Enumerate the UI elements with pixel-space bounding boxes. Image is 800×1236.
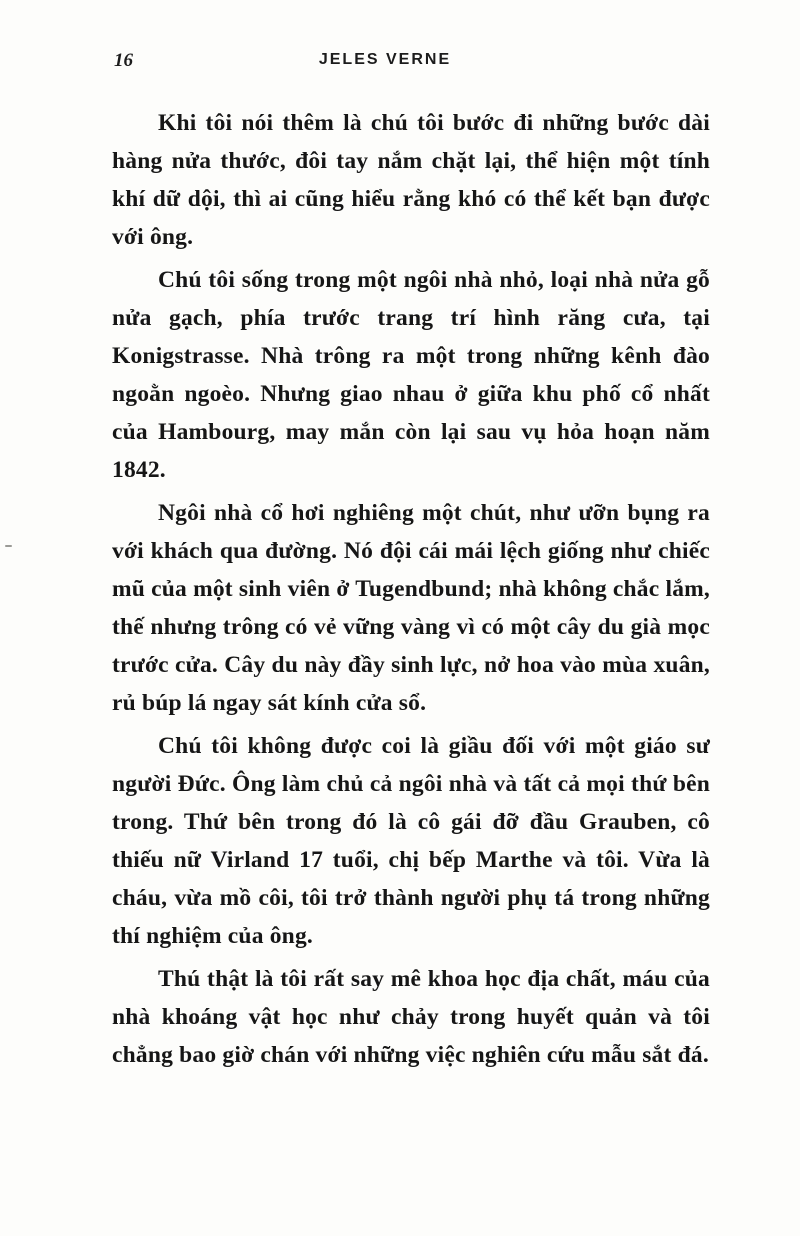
running-title: JELES VERNE bbox=[318, 51, 452, 68]
scan-artifact-mark bbox=[5, 545, 12, 547]
page-header bbox=[0, 50, 800, 80]
paragraph: Ngôi nhà cổ hơi nghiêng một chút, như ưỡn bụng ra với khách qua đường. Nó đội cái mái lệch giống như chiếc mũ của một sinh viên ở Tugendbund; nhà không chắc lắm, thế nhưng trông có vẻ vững vàng vì có một cây du già mọc trước cửa. Cây du này đầy sinh lực, nở hoa vào mùa xuân, rủ búp lá ngay sát kính cửa sổ. bbox=[112, 500, 710, 716]
paragraph: Thú thật là tôi rất say mê khoa học địa chất, máu của nhà khoáng vật học như chảy trong huyết quản và tôi chẳng bao giờ chán với những việc nghiên cứu mẫu sắt đá. bbox=[112, 966, 710, 1068]
page-number: 16 bbox=[114, 50, 133, 71]
paragraph: Chú tôi không được coi là giầu đối với một giáo sư người Đức. Ông làm chủ cả ngôi nhà và tất cả mọi thứ bên trong. Thứ bên trong đó là cô gái đỡ đầu Grauben, cô thiếu nữ Virland 17 tuổi, chị bếp Marthe và tôi. Vừa là cháu, vừa mồ côi, tôi trở thành người phụ tá trong những thí nghiệm của ông. bbox=[112, 733, 710, 949]
page-content bbox=[0, 104, 800, 1074]
paragraph: Chú tôi sống trong một ngôi nhà nhỏ, loại nhà nửa gỗ nửa gạch, phía trước trang trí hình răng cưa, tại Konigstrasse. Nhà trông ra một trong những kênh đào ngoằn ngoèo. Nhưng giao nhau ở giữa khu phố cổ nhất của Hambourg, may mắn còn lại sau vụ hỏa hoạn năm 1842. bbox=[112, 267, 710, 483]
paragraph: Khi tôi nói thêm là chú tôi bước đi những bước dài hàng nửa thước, đôi tay nắm chặt lại, thể hiện một tính khí dữ dội, thì ai cũng hiểu rằng khó có thể kết bạn được với ông. bbox=[112, 110, 710, 250]
